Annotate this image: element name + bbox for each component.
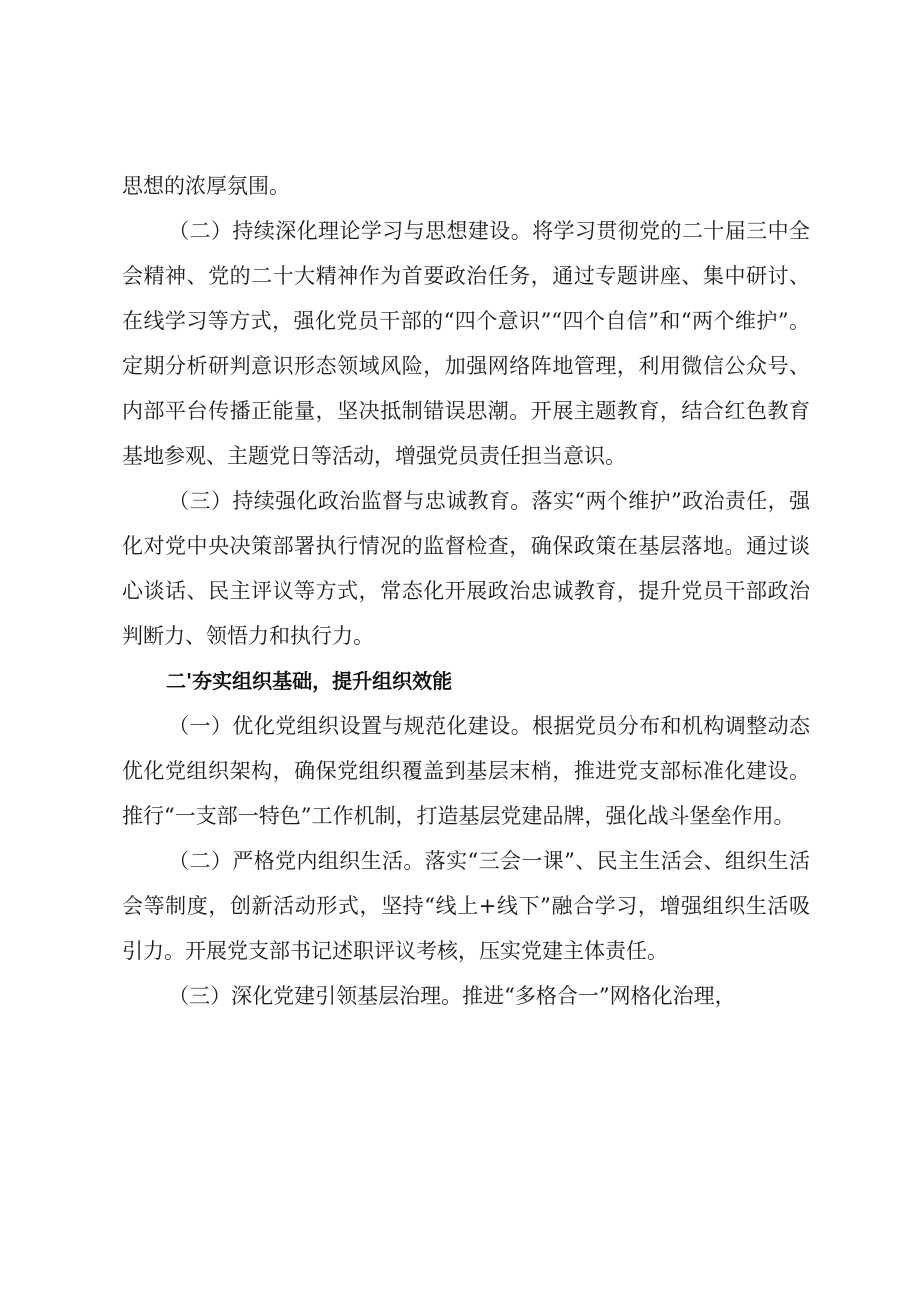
paragraph-theory-study: （二）持续深化理论学习与思想建设。将学习贯彻党的二十届三中全会精神、党的二十大精神作为首要政治任务，通过专题讲座、集中研讨、在线学习等方式，强化党员干部的“四个意识”“四个自信”和“两个维护”。定期分析研判意识形态领域风险，加强网络阵地管理，利用微信公众号、内部平台传播正能量，坚决抵制错误思潮。开展主题教育，结合红色教育基地参观、主题党日等活动，增强党员责任担当意识。 [122, 219, 810, 468]
paragraph-organization-life: （二）严格党内组织生活。落实“三会一课”、民主生活会、组织生活会等制度，创新活动形式，坚持“线上+线下”融合学习，增强组织生活吸引力。开展党支部书记述职评议考核，压实党建主体责任。 [122, 849, 810, 963]
paragraph-political-supervision: （三）持续强化政治监督与忠诚教育。落实“两个维护”政治责任，强化对党中央决策部署执行情况的监督检查，确保政策在基层落地。通过谈心谈话、民主评议等方式，常态化开展政治忠诚教育，提升党员干部政治判断力、领悟力和执行力。 [122, 489, 810, 648]
paragraph-continuation: 思想的浓厚氛围。 [122, 174, 290, 198]
paragraph-grassroots-governance: （三）深化党建引领基层治理。推进“多格合一”网格化治理， [168, 984, 736, 1008]
paragraph-organization-setup: （一）优化党组织设置与规范化建设。根据党员分布和机构调整动态优化党组织架构，确保党组织覆盖到基层末梢，推进党支部标准化建设。推行“一支部一特色”工作机制，打造基层党建品牌，强化战斗堡垒作用。 [122, 714, 810, 828]
section-heading-organization: 二'夯实组织基础，提升组织效能 [166, 669, 453, 693]
document-body [122, 164, 810, 1019]
